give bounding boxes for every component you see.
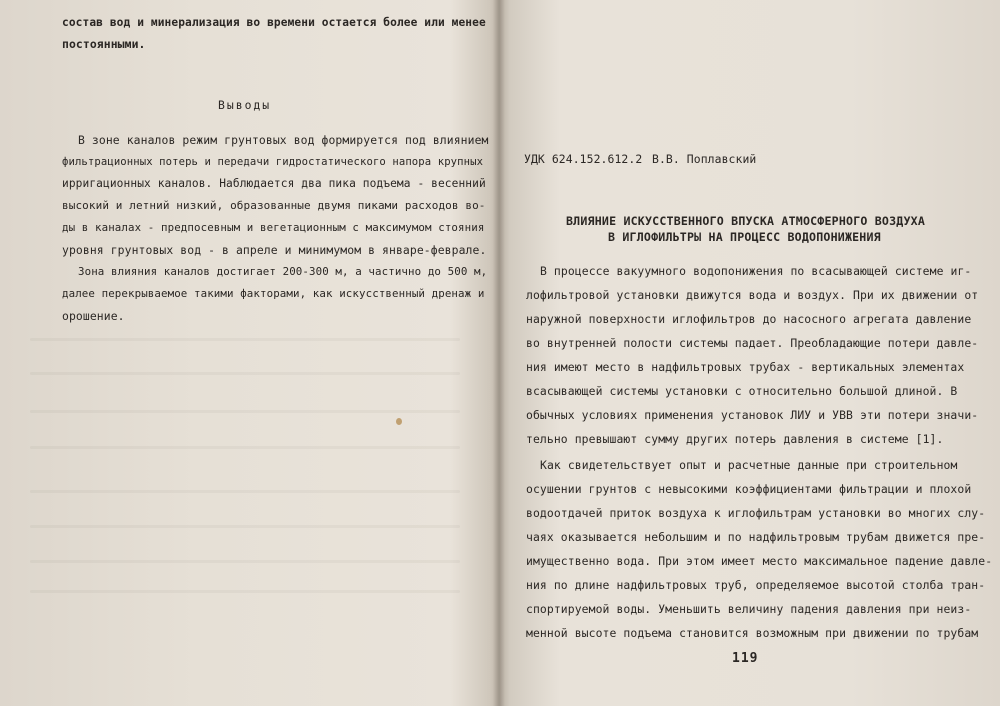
text-line: далее перекрываемое такими факторами, как искусственный дренаж и — [62, 287, 485, 300]
text-line: В процессе вакуумного водопонижения по всасывающей системе иг- — [540, 264, 972, 278]
text-line: постоянными. — [62, 37, 146, 51]
text-line: орошение. — [62, 309, 125, 323]
text-line: всасывающей системы установки с относительно большой длиной. В — [526, 384, 958, 398]
paper-stain — [396, 418, 402, 425]
text-line: имущественно вода. При этом имеет место максимальное падение давле- — [526, 554, 993, 568]
udk-code: УДК 624.152.612.2 — [524, 152, 643, 166]
text-line: состав вод и минерализация во времени остается более или менее — [62, 16, 486, 29]
text-line: высокий и летний низкий, образованные двумя пиками расходов во- — [62, 199, 486, 212]
right-page — [502, 0, 1000, 706]
text-line: водоотдачей приток воздуха к иглофильтрам установки во многих слу- — [526, 506, 986, 520]
text-line: ирригационных каналов. Наблюдается два пика подъема - весенний — [62, 177, 486, 190]
left-page — [0, 0, 495, 706]
text-line: В зоне каналов режим грунтовых вод формируется под влиянием — [78, 133, 489, 147]
text-line: осушении грунтов с невысокими коэффициентами фильтрации и плохой — [526, 482, 972, 496]
article-title-line: В ИГЛОФИЛЬТРЫ НА ПРОЦЕСС ВОДОПОНИЖЕНИЯ — [608, 230, 881, 244]
text-line: ды в каналах - предпосевным и вегетационным с максимумом стояния — [62, 221, 485, 234]
text-line: тельно превышают сумму других потерь давления в системе [1]. — [526, 432, 944, 446]
text-line: фильтрационных потерь и передачи гидростатического напора крупных — [62, 156, 484, 168]
text-line: менной высоте подъема становится возможным при движении по трубам — [526, 626, 979, 640]
text-line: лофильтровой установки движутся вода и воздух. При их движении от — [526, 288, 979, 302]
text-line: чаях оказывается небольшим и по надфильтровым трубам движется пре- — [526, 530, 986, 544]
text-line: спортируемой воды. Уменьшить величину падения давления при неиз- — [526, 602, 972, 616]
page-number: 119 — [732, 651, 759, 666]
text-line: Как свидетельствует опыт и расчетные данные при строительном — [540, 458, 958, 472]
text-line: ния имеют место в надфильтровых трубах - вертикальных элементах — [526, 360, 965, 374]
text-line: обычных условиях применения установок ЛИУ и УВВ эти потери значи- — [526, 408, 979, 422]
text-line: ния по длине надфильтровых труб, определяемое высотой столба тран- — [526, 578, 986, 592]
text-line: наружной поверхности иглофильтров до насосного агрегата давление — [526, 312, 972, 326]
text-line: во внутренней полости системы падает. Преобладающие потери давле- — [526, 336, 979, 350]
section-heading: Выводы — [218, 98, 272, 112]
author-name: В.В. Поплавский — [652, 152, 757, 166]
text-line: уровня грунтовых вод - в апреле и минимумом в январе-феврале. — [62, 243, 487, 257]
text-line: Зона влияния каналов достигает 200-300 м, а частично до 500 м, — [78, 265, 488, 278]
article-title-line: ВЛИЯНИЕ ИСКУССТВЕННОГО ВПУСКА АТМОСФЕРНОГО ВОЗДУХА — [566, 214, 926, 228]
